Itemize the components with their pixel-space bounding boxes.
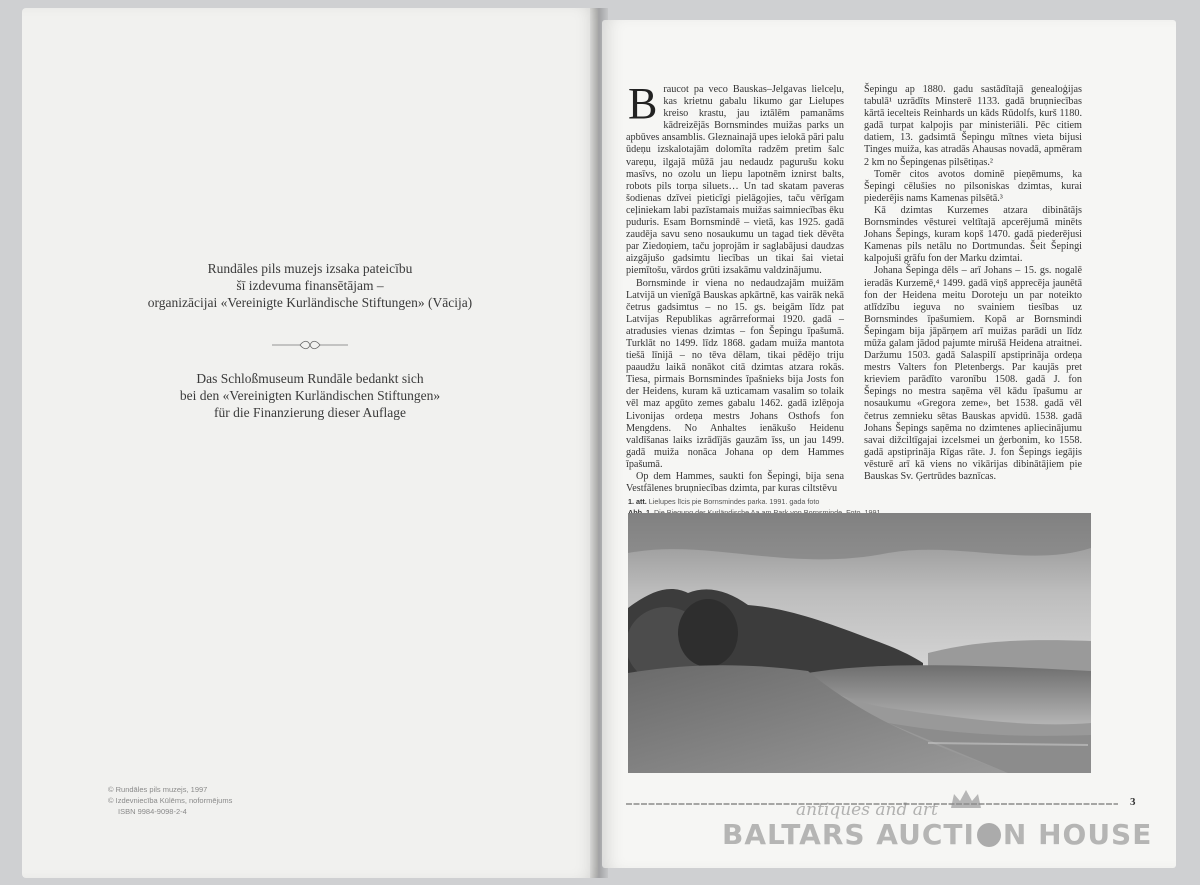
watermark-logo <box>722 818 1152 851</box>
paragraph <box>626 79 844 278</box>
drop-cap: B <box>628 79 658 128</box>
page-number: 3 <box>1130 796 1136 808</box>
thanks-de-line: Das Schloßmuseum Rundāle bedankt sich <box>196 371 424 386</box>
paragraph-text: raucot pa veco Bauskas–Jelgavas lielceļu, kas krietnu gabalu likumo gar Lielupes kreiso krastu, jau iztālēm pamanāms kādreizējās Bornsmindes muižas parks un apbūves ansamblis. Gleznainajā upes ielokā pāri palu ūdeņu izskalotajām dolomīta radzēm pretim šalc vareņu, ilgajā mūžā jau nedaudz pagurušu koku masīvs, no ozolu un liepu lapotnēm iznirst balts, robots pils torņa siluets… Un tad skatam paveras šodienas dzīvei pieticīgi pielāgojies, taču vērīgam ceļiniekam labi pazīstamais muižas saimniecības ēku puduris. Esam Bornsmindē – vietā, kas 1925. gadā zaudēja savu seno nosaukumu un tagad tiek dēvēta par Ziedoņiem, taču joprojām ir saglabājusi daudzas aizgājušo gadsimtu liecības un tikai šai vietai piemītošu, vārdos grūti izsakāmu valdzinājumu. <box>626 84 844 277</box>
left-page <box>22 8 598 878</box>
paragraph: Bornsminde ir viena no nedaudzajām muižām Latvijā un vienīgā Bauskas apkārtnē, kas vairāk nekā četrus gadsimtus – no 15. gs. beigām līdz pat Latvijas Republikas agrārreformai 1920. gadā – atradusies vienas dzimtas – fon Šepingu īpašumā. Turklāt no 1499. līdz 1868. gadam muiža mantota tiešā līnijā – no tēva dēlam, tikai pēdējo triju paaudžu laikā nonākot citā dzimtas atzara rokās. Tiesa, pirmais Bornsmindes īpašnieks bija Josts fon der Heidens, kuram kā uzticamam vasalim so tolaik vēl maz apgūto zemes gabalu 1462. gadā izlēņoja Livonijas ordeņa mestrs Johans Osthofs fon Mengdens. No Anhaltes ienākušo Heidenu valdīšanas laiks izrādījās gauzām īss, un jau 1499. gadā muiža nonāca Johana op dem Hammes īpašumā. <box>626 277 844 470</box>
imprint <box>108 784 232 817</box>
watermark-o-icon <box>977 823 1001 847</box>
watermark-text: BALTARS AUCTI <box>722 818 975 851</box>
caption-text-lv: Lielupes līcis pie Bornsmindes parka. 1991. gada foto <box>648 497 820 506</box>
thanks-latvian <box>22 260 598 311</box>
paragraph: Op dem Hammes, saukti fon Šepingi, bija sena Vestfālenes bruņniecības dzimta, par kuras ciltstēvu <box>626 471 844 495</box>
text-column-2 <box>864 84 1082 483</box>
thanks-lv-line: Rundāles pils muzejs izsaka pateicību <box>207 261 413 276</box>
thanks-lv-line: šī izdevuma finansētājam – <box>236 278 384 293</box>
thanks-german <box>22 370 598 421</box>
imprint-line: © Rundāles pils muzejs, 1997 <box>108 785 208 794</box>
watermark-text: N HOUSE <box>1002 818 1153 851</box>
thanks-de-line: bei den «Vereinigten Kurländischen Stiftungen» <box>179 388 441 403</box>
paragraph: Šepingu ap 1880. gadu sastādītajā genealoģijas tabulā¹ uzrādīts Minsterē 1133. gadā bruņniecības kārtā iecelteis Reinhards un kāds Rūdolfs, kurš 1180. gadā turpat kalpojis par ministeriāli. Pēc citiem datiem, 13. gadsimtā Šepingu mītnes vieta bijusi Tinges muiža, kas atradās Ahausas novadā, apmēram 2 km no Šepingenas pilsētiņas.² <box>864 84 1082 168</box>
thanks-de-line: für die Finanzierung dieser Auflage <box>214 405 406 420</box>
paragraph: Kā dzimtas Kurzemes atzara dibinātājs Bornsmindes vēsturei veltītajā apcerējumā minēts Johans Šepings, kuram kopš 1470. gadā piederējusi Kamenas pils netālu no Dortmundas. Šeit Šepingi kalpojuši grāfu fon der Marku dzimtai. <box>864 204 1082 265</box>
paragraph: Tomēr citos avotos dominē pieņēmums, ka Šepingi cēlušies no pilsoniskas dzimtas, kurai piederējis nams Kamenas pilsētā.³ <box>864 168 1082 204</box>
imprint-line: © Izdevniecība Kūlēms, noformējums <box>108 796 233 805</box>
watermark-tagline: antiques and art <box>796 800 938 820</box>
crown-icon <box>948 788 984 812</box>
isbn: ISBN 9984-9098-2-4 <box>118 807 187 816</box>
paragraph: Johana Šepinga dēls – arī Johans – 15. gs. nogalē ieradās Kurzemē,⁴ 1499. gadā viņš apprecēja jaunētā fon der Heidena meitu Doroteju un par noteikto atlīdzību ieguva no svainiem tiesības uz Bornsmindes īpašumiem. Kopā ar Bornsmindi Šepingam bija jāpārņem arī muižas parādi un līdz mūža galam jādod pajumte mirušā Heidena atraitnei. Daržumu 1503. gadā Salaspilī apstiprināja ordeņa mestrs Valters fon Pletenbergs. Par kaujās pret krieviem parādīto varonību 1508. gadā J. fon Šepings no mestra saņēma vēl kādu īpašumu ar nosaukumu «Gregora zeme», bet 1538. gadā vēl četrus zemnieku sētas Bauskas apvidū. 1538. gadā Johans Šepings saņēma no dzimtenes apliecinājumu savai dižciltīgajai izcelsmei un ģerbonim, ko 1558. gadā apstiprināja Rīgas rāte. J. fon Šepings iegājis vēsturē arī kā viens no vikārijas dibinātājiem pie Bauskas Sv. Ģertrūdes baznīcas. <box>864 265 1082 482</box>
caption-number: 1. att. <box>628 497 647 506</box>
ornament-divider <box>270 340 350 350</box>
thanks-lv-line: organizācijai «Vereinigte Kurländische Stiftungen» (Vācija) <box>147 295 473 310</box>
text-column-1 <box>626 79 844 495</box>
river-photograph <box>628 513 1091 773</box>
